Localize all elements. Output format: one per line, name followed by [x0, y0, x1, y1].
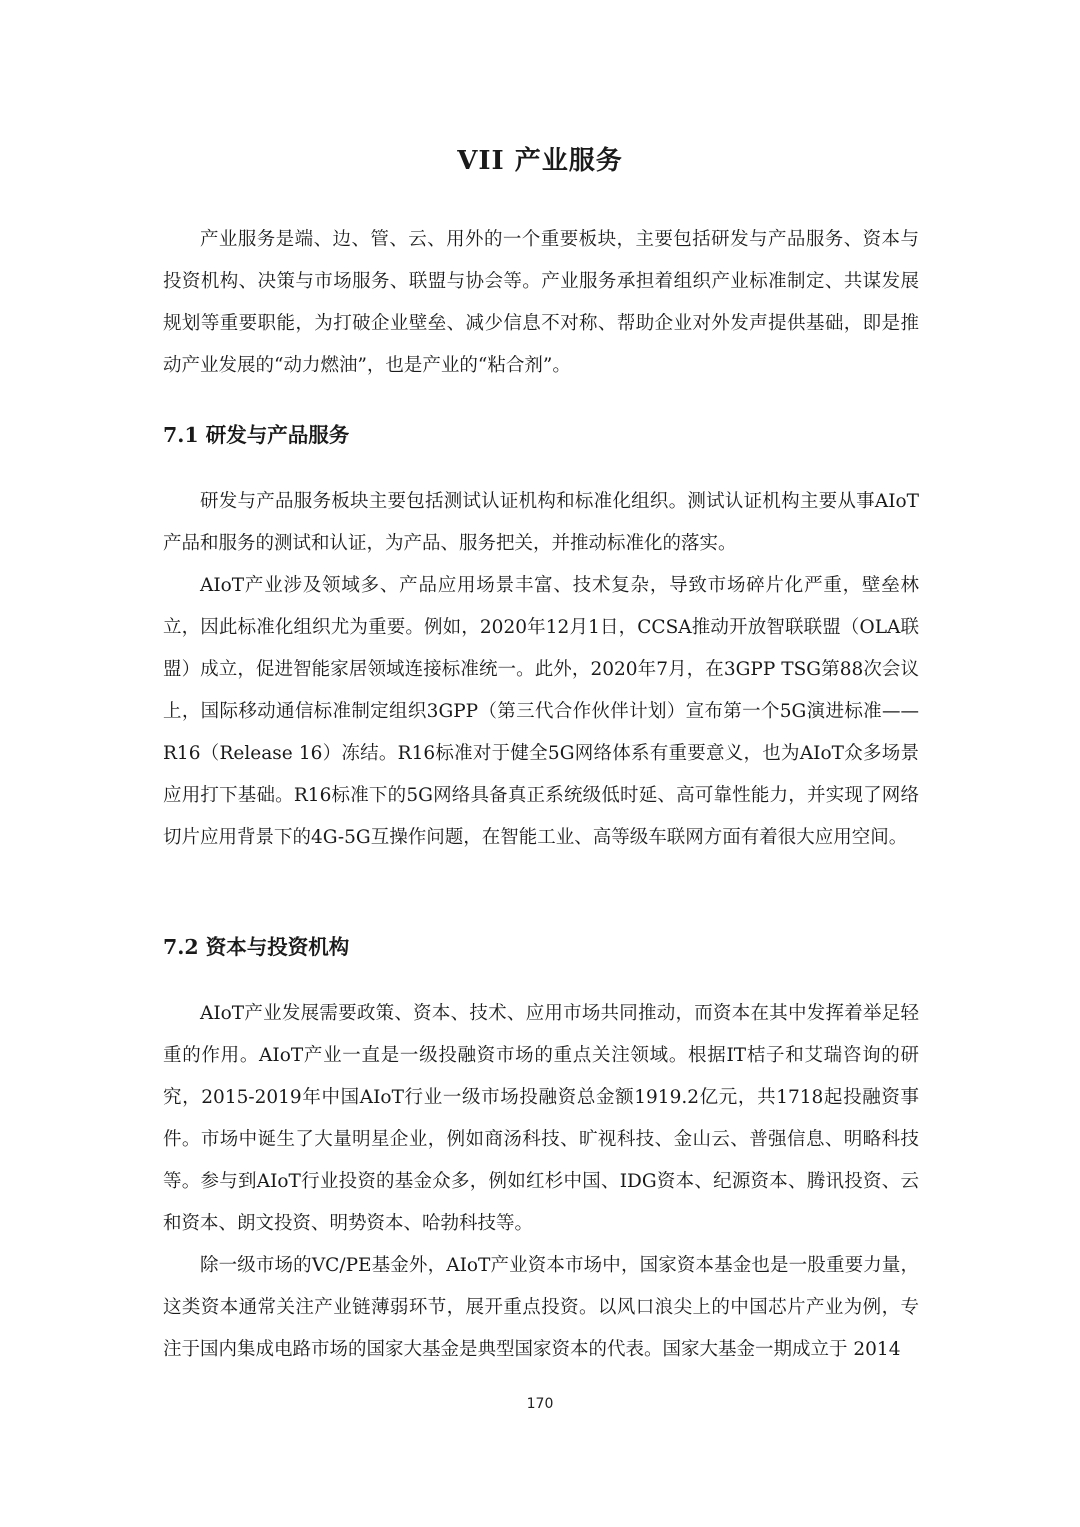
section-7-1-paragraph: 研发与产品服务板块主要包括测试认证机构和标准化组织。测试认证机构主要从事AIoT产品和服务的测试和认证，为产品、服务把关，并推动标准化的落实。: [163, 491, 919, 554]
chapter-title: VII 产业服务: [457, 146, 623, 176]
section-heading-7-1: 7.1 研发与产品服务: [163, 423, 350, 447]
page-number: 170: [526, 1396, 554, 1412]
section-7-2-paragraph: 除一级市场的VC/PE基金外，AIoT产业资本市场中，国家资本基金也是一股重要力量，这类资本通常关注产业链薄弱环节，展开重点投资。以风口浪尖上的中国芯片产业为例，专注于国内集成电路市场的国家大基金是典型国家资本的代表。国家大基金一期成立于 2014: [163, 1255, 919, 1360]
section-7-1-paragraph: AIoT产业涉及领域多、产品应用场景丰富、技术复杂，导致市场碎片化严重，壁垒林立，因此标准化组织尤为重要。例如，2020年12月1日，CCSA推动开放智联联盟（OLA联盟）成立，促进智能家居领域连接标准统一。此外，2020年7月，在3GPP TSG第88次会议上，国际移动通信标准制定组织3GPP（第三代合作伙伴计划）宣布第一个5G演进标准——R16（Release 16）冻结。R16标准对于健全5G网络体系有重要意义，也为AIoT众多场景应用打下基础。R16标准下的5G网络具备真正系统级低时延、高可靠性能力，并实现了网络切片应用背景下的4G-5G互操作问题，在智能工业、高等级车联网方面有着很大应用空间。: [163, 575, 919, 848]
section-heading-7-2: 7.2 资本与投资机构: [163, 935, 350, 959]
section-7-2-paragraph: AIoT产业发展需要政策、资本、技术、应用市场共同推动，而资本在其中发挥着举足轻重的作用。AIoT产业一直是一级投融资市场的重点关注领域。根据IT桔子和艾瑞咨询的研究，2015-2019年中国AIoT行业一级市场投融资总金额1919.2亿元，共1718起投融资事件。市场中诞生了大量明星企业，例如商汤科技、旷视科技、金山云、普强信息、明略科技等。参与到AIoT行业投资的基金众多，例如红杉中国、IDG资本、纪源资本、腾讯投资、云和资本、朗文投资、明势资本、哈勃科技等。: [163, 1003, 919, 1234]
intro-paragraph: 产业服务是端、边、管、云、用外的一个重要板块，主要包括研发与产品服务、资本与投资机构、决策与市场服务、联盟与协会等。产业服务承担着组织产业标准制定、共谋发展规划等重要职能，为打破企业壁垒、减少信息不对称、帮助企业对外发声提供基础，即是推动产业发展的“动力燃油”，也是产业的“粘合剂”。: [163, 229, 919, 376]
